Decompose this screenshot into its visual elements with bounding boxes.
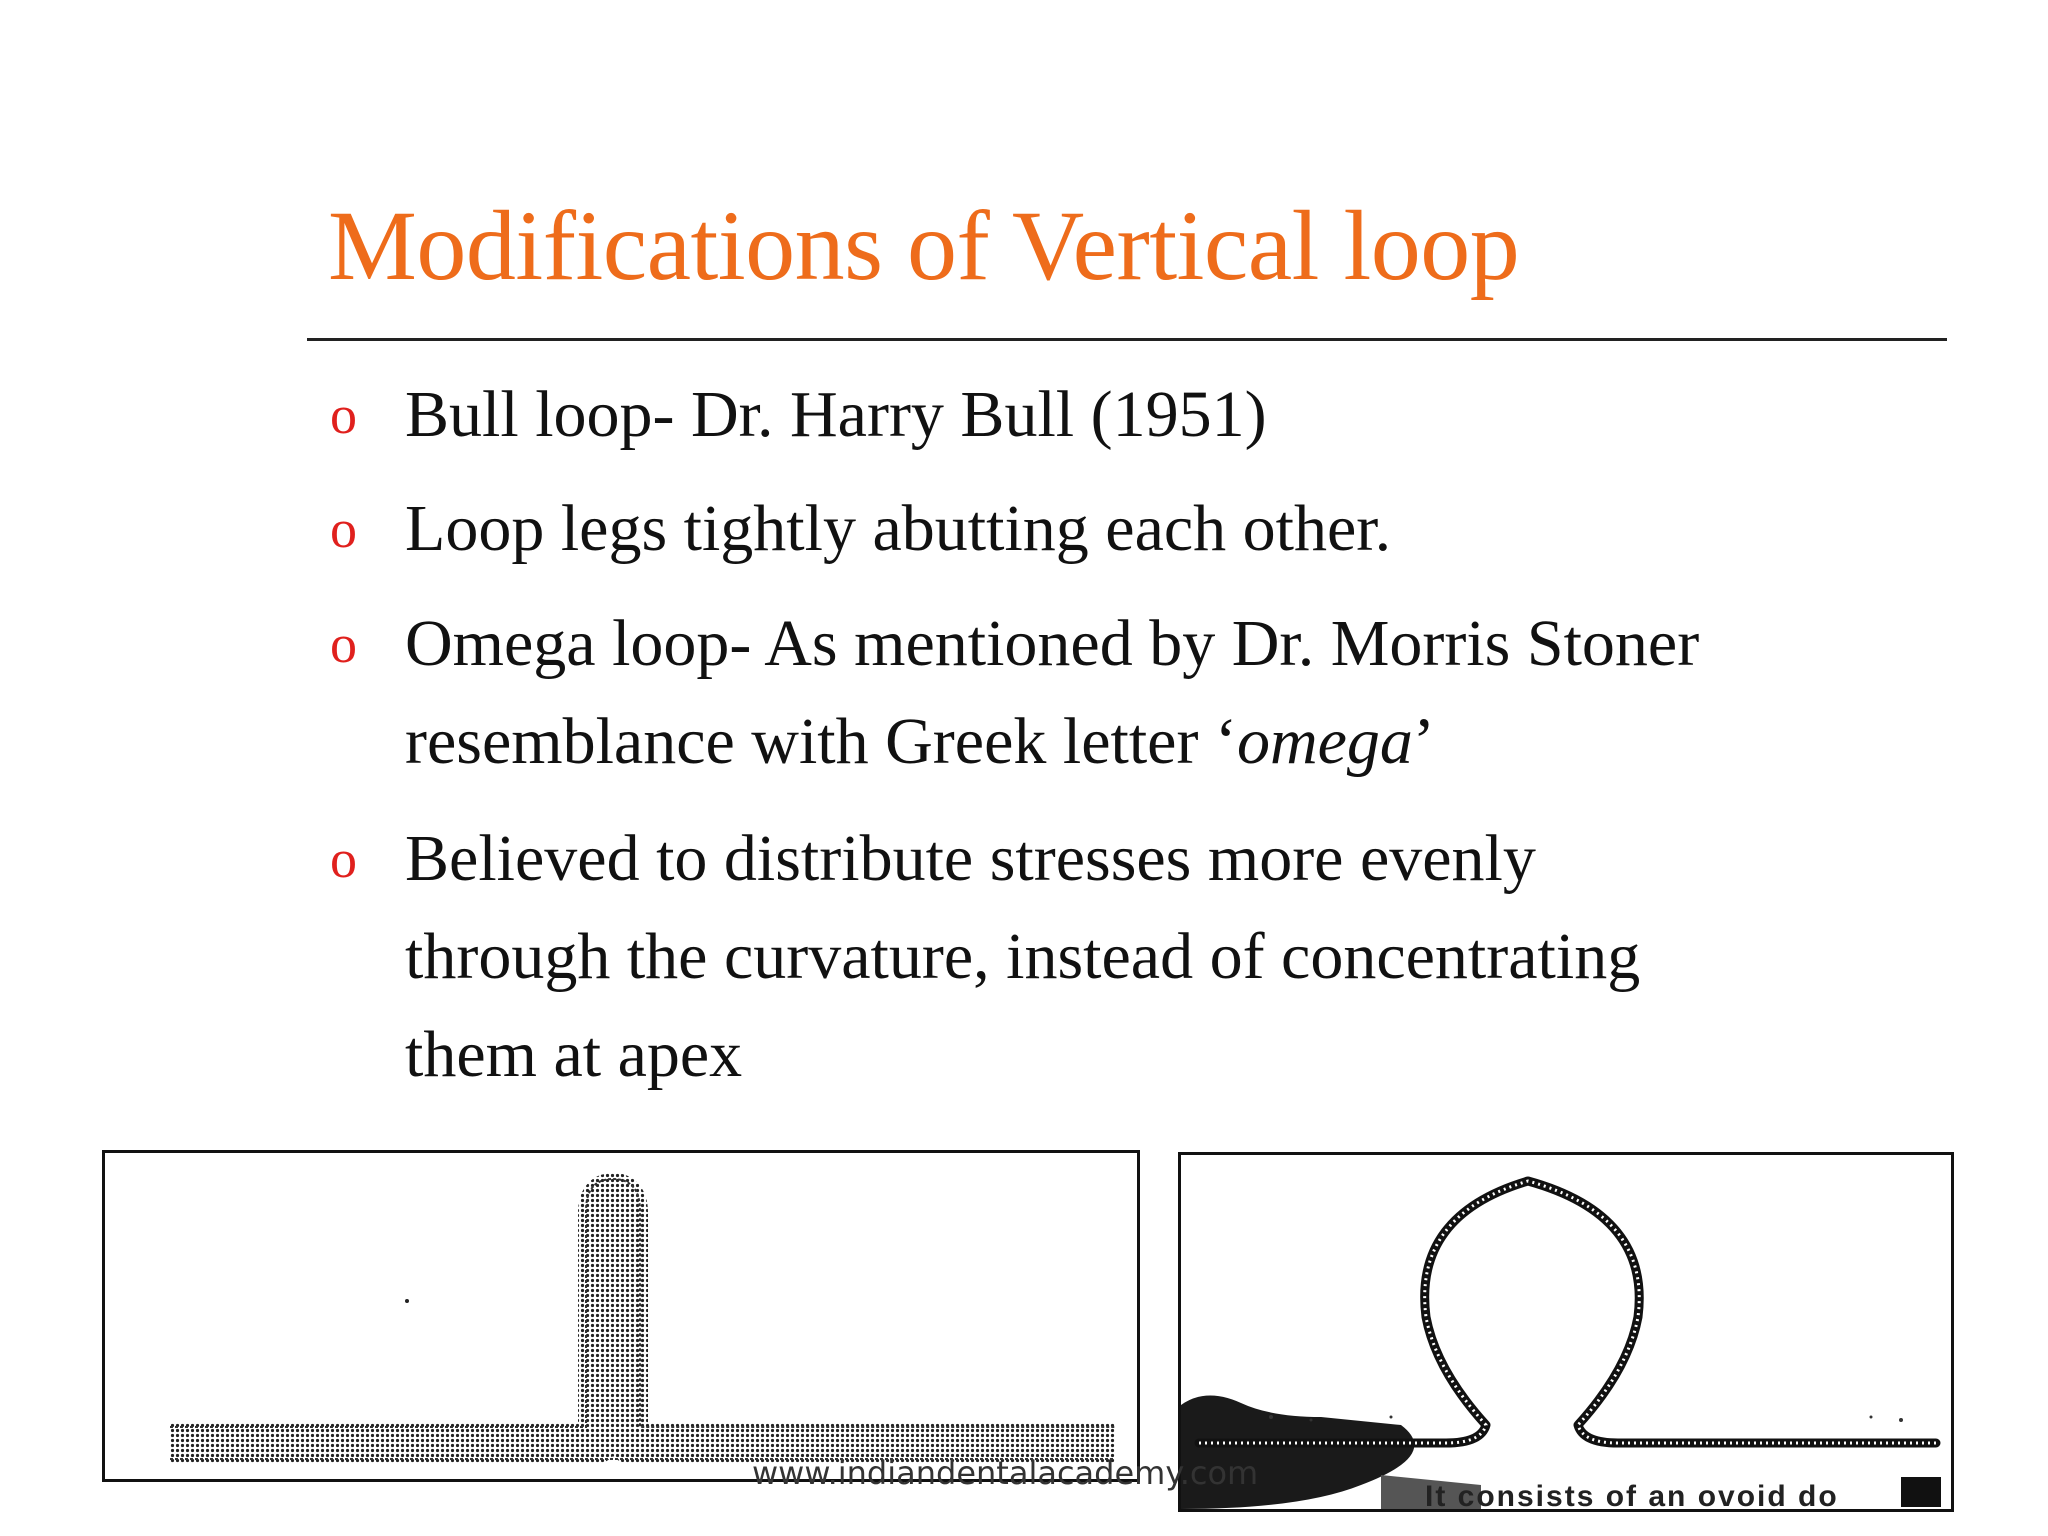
bullet-text: Loop legs tightly abutting each other. xyxy=(405,492,1392,565)
bullet-text: Bull loop- Dr. Harry Bull (1951) xyxy=(405,378,1267,451)
bullet-marker: o xyxy=(330,385,357,445)
bullet-text-italic: omega xyxy=(1236,705,1413,778)
bullet-text: Omega loop- As mentioned by Dr. Morris Stoner xyxy=(405,607,1700,680)
bullet-text: them at apex xyxy=(405,1018,743,1091)
omega-loop-diagram xyxy=(1181,1155,1951,1509)
omega-loop-figure xyxy=(1178,1152,1954,1512)
bullet-item-2 xyxy=(405,480,1391,578)
title-divider xyxy=(307,338,1947,341)
bullet-item-1 xyxy=(405,366,1267,464)
scanned-caption-text: It consists of an ovoid do xyxy=(1425,1480,1839,1513)
bullet-text-prefix: resemblance with Greek letter ‘ xyxy=(405,705,1237,778)
bullet-item-3 xyxy=(405,595,1699,791)
footer-url[interactable]: www.indiandentalacademy.com xyxy=(752,1454,1259,1492)
bullet-item-4 xyxy=(405,810,1640,1104)
bullet-text: Believed to distribute stresses more evenly xyxy=(405,822,1536,895)
bullet-marker: o xyxy=(330,829,357,889)
bullet-text-line2 xyxy=(405,693,1699,791)
bullet-text-suffix: ’ xyxy=(1412,705,1435,778)
bullet-marker: o xyxy=(330,614,357,674)
bullet-text: through the curvature, instead of concentrating xyxy=(405,920,1641,993)
bull-loop-figure xyxy=(102,1150,1140,1482)
bullet-marker: o xyxy=(330,499,357,559)
slide-title: Modifications of Vertical loop xyxy=(328,190,1520,301)
bull-loop-diagram xyxy=(105,1153,1137,1479)
